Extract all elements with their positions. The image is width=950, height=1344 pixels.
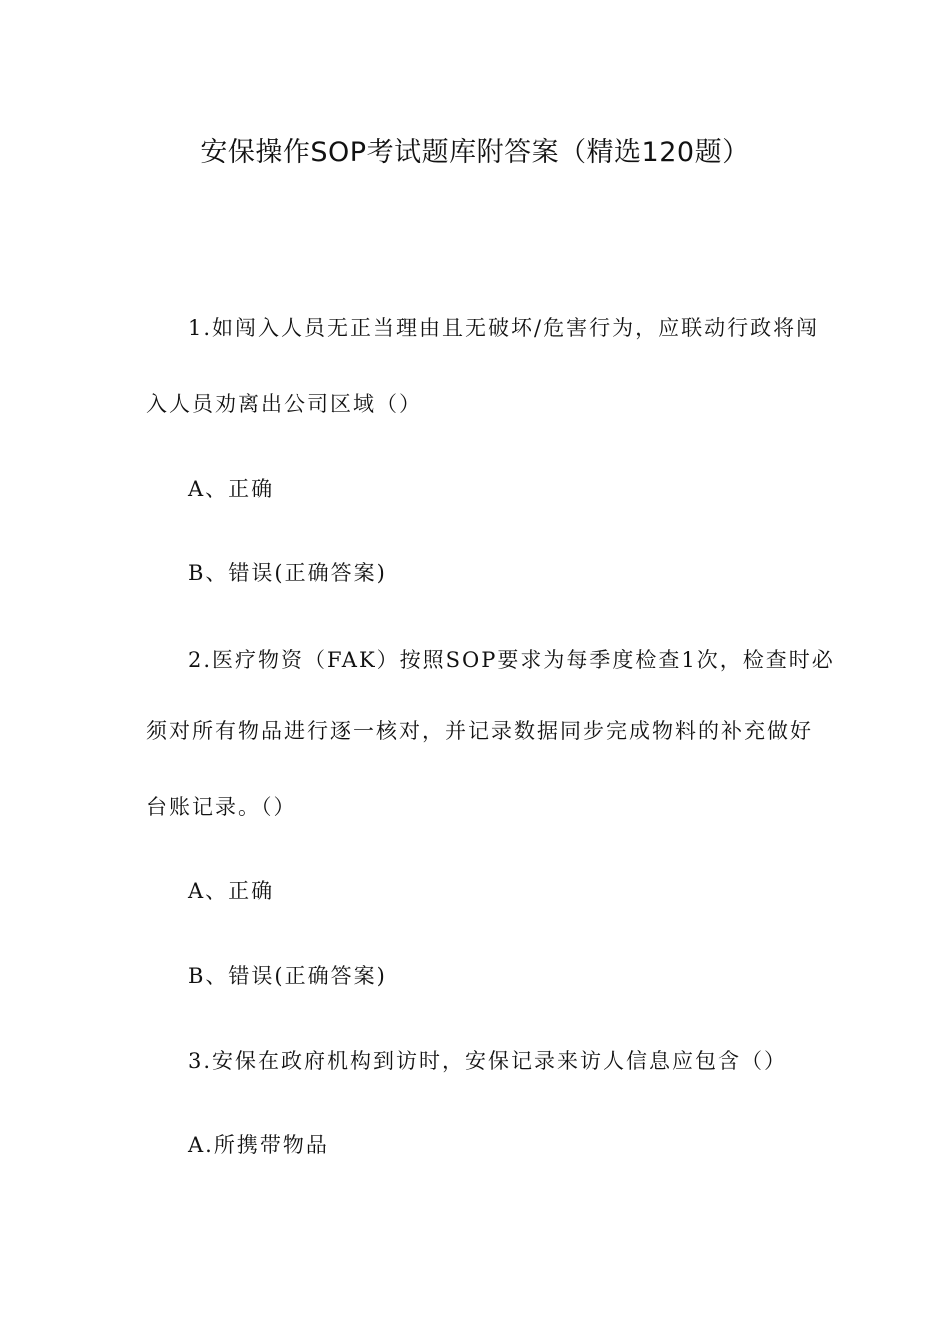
question-3-text-line-1: 3.安保在政府机构到访时，安保记录来访人信息应包含（） xyxy=(188,1049,788,1073)
page-title: 安保操作SOP考试题库附答案（精选120题） xyxy=(200,137,750,168)
question-2-text-line-3: 台账记录。（） xyxy=(146,795,297,819)
question-2-option-b: B、错误(正确答案) xyxy=(188,964,387,988)
question-3-option-a: A.所携带物品 xyxy=(188,1133,329,1157)
question-1-text-line-2: 入人员劝离出公司区域（） xyxy=(146,392,422,416)
question-1-text-line-1: 1.如闯入人员无正当理由且无破坏/危害行为，应联动行政将闯 xyxy=(188,316,820,340)
question-2-text-line-1: 2.医疗物资（FAK）按照SOP要求为每季度检查1次，检查时必 xyxy=(188,648,835,672)
question-1-option-a: A、正确 xyxy=(188,477,275,501)
question-2-option-a: A、正确 xyxy=(188,879,275,903)
question-2-text-line-2: 须对所有物品进行逐一核对，并记录数据同步完成物料的补充做好 xyxy=(146,719,813,743)
question-1-option-b: B、错误(正确答案) xyxy=(188,561,387,585)
